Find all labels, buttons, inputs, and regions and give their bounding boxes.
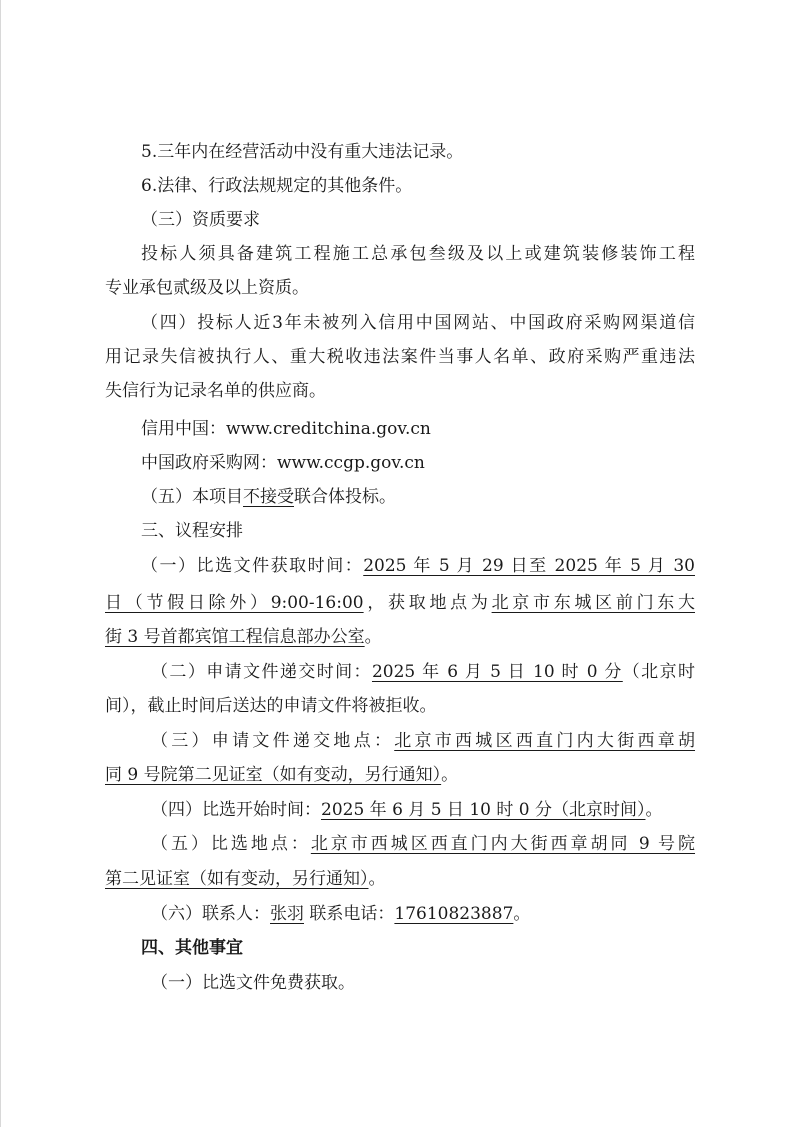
section-heading: 四、其他事宜	[141, 938, 243, 958]
paragraph-line: （二）申请文件递交时间：2025 年 6 月 5 日 10 时 0 分（北京时	[151, 662, 696, 682]
paragraph-line: 间），截止时间后送达的申请文件将被拒收。	[105, 696, 437, 716]
paragraph-line: （五）比选地点：北京市西城区西直门内大街西章胡同 9 号院	[151, 834, 696, 854]
underlined-text: 北京市西城区西直门内大街西章胡同 9 号院	[310, 834, 696, 854]
paragraph-line: 日（节假日除外）9:00-16:00，获取地点为北京市东城区前门东大	[105, 593, 695, 613]
contact-phone: 17610823887	[394, 904, 514, 924]
underlined-text: 2025 年 6 月 5 日 10 时 0 分	[371, 662, 623, 682]
underlined-text: 日（节假日除外）9:00-16:00	[105, 593, 364, 613]
paragraph-line: （四）比选开始时间：2025 年 6 月 5 日 10 时 0 分（北京时间）。	[151, 800, 663, 820]
underlined-text: 街 3 号首都宾馆工程信息部办公室	[105, 627, 365, 647]
underlined-text: 北京市东城区前门东大	[491, 593, 695, 613]
paragraph-line: 6.法律、行政法规规定的其他条件。	[141, 176, 413, 196]
paragraph-line: 失信行为记录名单的供应商。	[105, 381, 326, 401]
underlined-text: 第二见证室（如有变动，另行通知）	[105, 869, 369, 889]
paragraph-line: 5.三年内在经营活动中没有重大违法记录。	[141, 142, 464, 162]
paragraph-line: 同 9 号院第二见证室（如有变动，另行通知）。	[105, 765, 459, 785]
paragraph-line: （五）本项目不接受联合体投标。	[141, 487, 396, 507]
paragraph-line: 投标人须具备建筑工程施工总承包叁级及以上或建筑装修装饰工程	[141, 244, 695, 264]
underlined-text: 2025 年 5 月 29 日至 2025 年 5 月 30	[363, 556, 695, 576]
underlined-text: 同 9 号院第二见证室（如有变动，另行通知）	[105, 765, 442, 785]
contact-line: （六）联系人：张羽 联系电话：17610823887。	[151, 904, 531, 924]
paragraph-line: 用记录失信被执行人、重大税收违法案件当事人名单、政府采购严重违法	[105, 347, 695, 367]
paragraph-line: （一）比选文件获取时间：2025 年 5 月 29 日至 2025 年 5 月 30	[141, 556, 695, 576]
credit-china-url: 信用中国：www.creditchina.gov.cn	[141, 419, 431, 439]
section-heading: 三、议程安排	[141, 521, 243, 541]
underlined-text: 2025 年 6 月 5 日 10 时 0 分（北京时间）	[321, 800, 646, 820]
contact-name: 张羽	[270, 904, 304, 924]
paragraph-line: （一）比选文件免费获取。	[151, 973, 355, 993]
paragraph-line: （三）申请文件递交地点：北京市西城区西直门内大街西章胡	[151, 731, 696, 751]
section-heading: （三）资质要求	[141, 210, 260, 230]
paragraph-line: 街 3 号首都宾馆工程信息部办公室。	[105, 627, 382, 647]
paragraph-line: （四）投标人近3年未被列入信用中国网站、中国政府采购网渠道信	[141, 313, 695, 333]
underlined-text: 不接受	[243, 487, 294, 507]
paragraph-line: 第二见证室（如有变动，另行通知）。	[105, 869, 386, 889]
paragraph-line: 专业承包贰级及以上资质。	[105, 278, 309, 298]
ccgp-url: 中国政府采购网：www.ccgp.gov.cn	[141, 453, 425, 473]
underlined-text: 北京市西城区西直门内大街西章胡	[394, 731, 696, 751]
